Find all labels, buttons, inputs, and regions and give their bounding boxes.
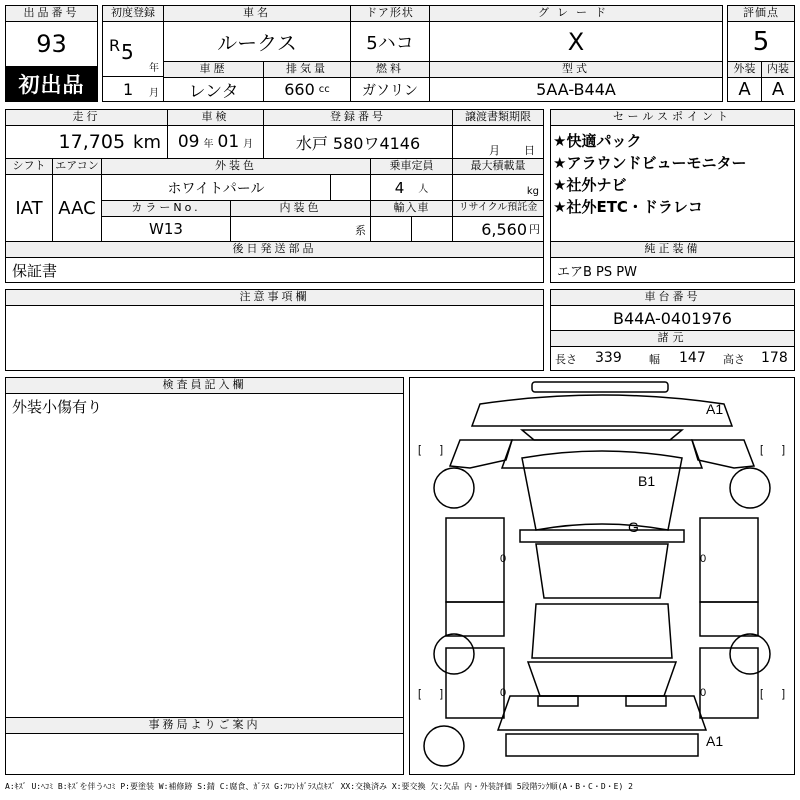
- sales-points: [550, 125, 795, 242]
- damage-mark: B1: [638, 473, 656, 489]
- reg-era: R: [109, 36, 121, 55]
- first-listing-badge: 初出品: [5, 66, 98, 102]
- name-label: 車名: [163, 5, 351, 22]
- max-load: [452, 174, 544, 201]
- inspect-label: 車検: [167, 109, 264, 126]
- width: 147: [679, 350, 706, 366]
- seats-unit: 人: [418, 184, 429, 195]
- int-label: 内装: [761, 61, 795, 78]
- recycle-label: リサイクル預託金: [452, 200, 544, 217]
- dimensions: [550, 346, 795, 371]
- recycle-fee: [452, 216, 544, 242]
- shift: IAT: [5, 174, 53, 242]
- colorno-label: カラーNo.: [101, 200, 231, 217]
- office-notes: [5, 733, 404, 775]
- reg-year-cell: [102, 21, 164, 77]
- fuel-label: 燃料: [350, 61, 430, 78]
- lot-number: 93: [5, 21, 98, 67]
- length: 339: [595, 350, 622, 366]
- grade-label: グレード: [429, 5, 723, 22]
- mileage-value: 17,705: [58, 131, 126, 153]
- ext-grade: A: [727, 77, 762, 102]
- load-unit: kg: [526, 186, 539, 197]
- later-label: 後日発送部品: [5, 241, 544, 258]
- reg-month-unit: 月: [149, 88, 159, 99]
- svg-text:0: 0: [500, 553, 507, 565]
- interior-label: 内装色: [230, 200, 371, 217]
- plate-number: 水戸 580ワ4146: [263, 125, 453, 159]
- color-label: 外装色: [101, 158, 371, 175]
- sales-point: ★社外ETC・ドラレコ: [553, 198, 703, 216]
- transfer-deadline: [452, 125, 544, 159]
- transfer-day: 日: [524, 144, 535, 157]
- reg-year: 5: [121, 40, 134, 64]
- disp-unit: cc: [318, 84, 330, 95]
- later-parts: 保証書: [5, 257, 544, 283]
- interior-unit: 系: [355, 224, 366, 237]
- shift-label: シフト: [5, 158, 53, 175]
- score: 5: [727, 21, 795, 62]
- seats-label: 乗車定員: [370, 158, 453, 175]
- model: 5AA-B44A: [429, 77, 723, 102]
- history-label: 車歴: [163, 61, 264, 78]
- door-type: 5ハコ: [350, 21, 430, 62]
- ac-label: エアコン: [52, 158, 102, 175]
- svg-text:]: ]: [440, 444, 444, 456]
- height: 178: [761, 350, 788, 366]
- svg-text:]: ]: [782, 688, 786, 700]
- car-outline: [410, 378, 794, 774]
- recycle-value: 6,560: [481, 219, 527, 239]
- mileage: [5, 125, 168, 159]
- svg-text:]: ]: [440, 688, 444, 700]
- exterior-color: ホワイトパール: [101, 174, 331, 201]
- dims-label: 諸元: [550, 330, 795, 347]
- reg-month: 1: [123, 80, 134, 99]
- reg-month-cell: [102, 76, 164, 102]
- svg-text:]: ]: [782, 444, 786, 456]
- chassis-label: 車台番号: [550, 289, 795, 306]
- sales-label: セールスポイント: [550, 109, 795, 126]
- wid-label: 幅: [649, 353, 660, 366]
- disp-value: 660: [284, 80, 315, 99]
- inspect-year-unit: 年: [203, 138, 214, 150]
- recycle-unit: 円: [529, 223, 540, 236]
- svg-text:0: 0: [500, 687, 507, 699]
- legend: A:ｷｽﾞ U:ﾍｺﾐ B:ｷｽﾞを伴うﾍｺﾐ P:要塗装 W:補修跡 S:錆 C:腐食、ｶﾞﾗｽ G:ﾌﾛﾝﾄｶﾞﾗｽ点ｷｽﾞ XX:交換済み X:要交換 欠:欠品 内・外装評価 5段階ﾗﾝｸ順(A・B・C・D・E) 2: [5, 782, 633, 791]
- plate-label: 登録番号: [263, 109, 453, 126]
- notes-area: [5, 305, 544, 371]
- svg-text:0: 0: [700, 553, 707, 565]
- displacement: [263, 77, 351, 102]
- fuel: ガソリン: [350, 77, 430, 102]
- svg-text:[: [: [418, 688, 422, 700]
- reg-label: 初度登録: [102, 5, 164, 22]
- mileage-label: 走行: [5, 109, 168, 126]
- svg-text:0: 0: [700, 687, 707, 699]
- chassis-number: B44A-0401976: [550, 305, 795, 331]
- damage-diagram: [409, 377, 795, 775]
- history: レンタ: [163, 77, 264, 102]
- len-label: 長さ: [555, 353, 577, 366]
- inspect-year: 09: [177, 132, 200, 152]
- load-label: 最大積載量: [452, 158, 544, 175]
- damage-mark: A1: [706, 401, 724, 417]
- disp-label: 排気量: [263, 61, 351, 78]
- import-cell-a: [370, 216, 412, 242]
- import-label: 輸入車: [370, 200, 453, 217]
- svg-text:[: [: [760, 444, 764, 456]
- svg-text:[: [: [418, 444, 422, 456]
- transfer-month: 月: [489, 144, 500, 157]
- color-number: W13: [101, 216, 231, 242]
- interior-color: [230, 216, 371, 242]
- mileage-unit: km: [133, 131, 161, 153]
- sales-point: ★快適パック: [553, 132, 642, 150]
- notes-label: 注意事項欄: [5, 289, 544, 306]
- seats-value: 4: [394, 178, 405, 197]
- color-sub-cell: [330, 174, 371, 201]
- import-cell-b: [411, 216, 453, 242]
- door-label: ドア形状: [350, 5, 430, 22]
- car-name: ルークス: [163, 21, 351, 62]
- damage-mark: G: [628, 519, 639, 535]
- inspect-month: 01: [217, 132, 240, 152]
- seats: [370, 174, 453, 201]
- transfer-label: 譲渡書類期限: [452, 109, 544, 126]
- sales-point: ★アラウンドビューモニター: [553, 154, 747, 172]
- score-label: 評価点: [727, 5, 795, 22]
- int-grade: A: [761, 77, 795, 102]
- svg-text:[: [: [760, 688, 764, 700]
- model-label: 型式: [429, 61, 723, 78]
- grade: X: [429, 21, 723, 62]
- hgt-label: 高さ: [723, 353, 745, 366]
- inspect-month-unit: 月: [243, 138, 254, 150]
- ext-label: 外装: [727, 61, 762, 78]
- sales-point: ★社外ナビ: [553, 176, 627, 194]
- equipment: エアB PS PW: [550, 257, 795, 283]
- office-label: 事務局よりご案内: [5, 717, 404, 734]
- equip-label: 純正装備: [550, 241, 795, 258]
- inspection: [167, 125, 264, 159]
- inspector-label: 検査員記入欄: [5, 377, 404, 394]
- damage-mark: A1: [706, 733, 724, 749]
- lot-label: 出品番号: [5, 5, 98, 22]
- inspector-notes: 外装小傷有り: [5, 393, 404, 718]
- reg-year-unit: 年: [149, 63, 159, 74]
- aircon: AAC: [52, 174, 102, 242]
